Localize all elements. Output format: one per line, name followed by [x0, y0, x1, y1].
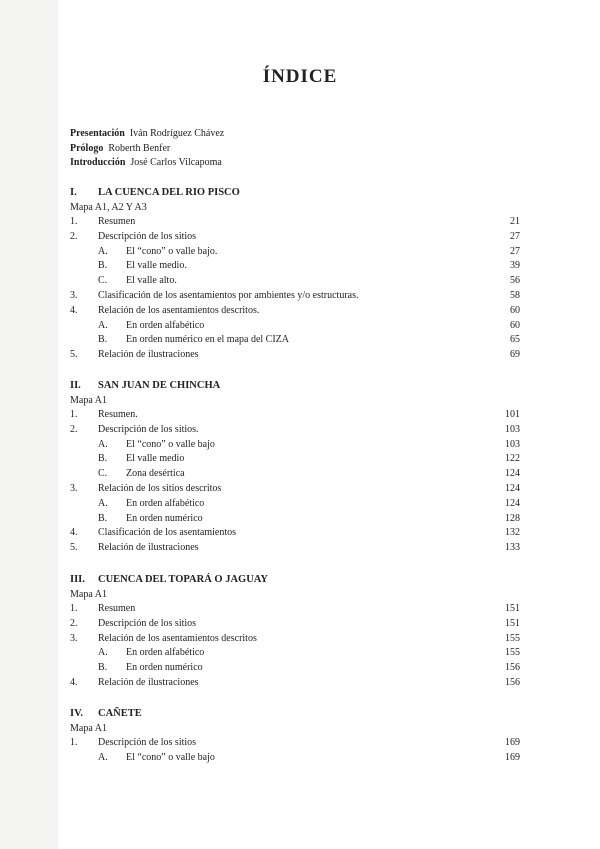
- entry-page-number: 133: [505, 542, 520, 554]
- entry-page-number: 21: [510, 216, 520, 227]
- entry-label: Resumen.: [98, 409, 138, 420]
- entry-page-number: 128: [505, 512, 520, 524]
- entry-label: En orden alfabético: [126, 319, 205, 331]
- entry-label: Clasificación de los asentamientos por ambientes y/o estructuras.: [98, 289, 359, 301]
- entry-page-number: 124: [505, 482, 520, 494]
- entry-label: En orden alfabético: [126, 497, 205, 509]
- entry-label: Zona desértica: [126, 468, 185, 480]
- toc-entry[interactable]: [70, 230, 520, 245]
- entry-number: B.: [98, 260, 108, 272]
- section-title: SAN JUAN DE CHINCHA: [98, 380, 221, 391]
- entry-page-number: 39: [510, 260, 520, 272]
- entry-number: 1.: [70, 409, 78, 420]
- toc-entry[interactable]: [70, 526, 520, 541]
- entry-number: 3.: [70, 632, 78, 644]
- toc-entry[interactable]: [70, 304, 520, 319]
- entry-label: El “cono” o valle bajo: [126, 751, 215, 763]
- toc-subentry[interactable]: [70, 646, 520, 661]
- toc-subentry[interactable]: [70, 333, 520, 348]
- section-map-reference: Mapa A1: [70, 589, 107, 600]
- entry-number: C.: [98, 468, 108, 480]
- entry-number: 3.: [70, 289, 78, 301]
- toc-subentry[interactable]: [70, 259, 520, 274]
- entry-page-number: 169: [505, 751, 520, 763]
- entry-page-number: 169: [505, 737, 520, 748]
- toc-section: [70, 185, 520, 363]
- front-matter: [70, 127, 224, 171]
- toc-section: [70, 378, 520, 556]
- entry-number: B.: [98, 453, 108, 465]
- toc-subentry[interactable]: [70, 245, 520, 260]
- toc-entry[interactable]: [70, 215, 520, 230]
- toc-entry[interactable]: [70, 736, 520, 751]
- entry-label: El “cono” o valle bajo: [126, 438, 215, 450]
- toc-entry[interactable]: [70, 423, 520, 438]
- front-matter-line: [70, 127, 224, 142]
- entry-page-number: 27: [510, 245, 520, 257]
- front-matter-role: Introducción: [70, 157, 126, 168]
- section-number: IV.: [70, 708, 83, 719]
- toc-entry[interactable]: [70, 289, 520, 304]
- toc-subentry[interactable]: [70, 661, 520, 676]
- entry-number: B.: [98, 512, 108, 524]
- section-heading: [70, 572, 520, 588]
- toc-subentry[interactable]: [70, 751, 520, 766]
- front-matter-author: José Carlos Vilcapoma: [130, 157, 222, 168]
- entry-label: Descripción de los sitios: [98, 230, 197, 242]
- front-matter-author: Iván Rodríguez Chávez: [129, 128, 225, 139]
- entry-page-number: 69: [510, 349, 520, 361]
- entry-number: 4.: [70, 676, 78, 688]
- entry-number: 3.: [70, 482, 78, 494]
- entry-number: A.: [98, 751, 108, 763]
- entry-number: 2.: [70, 423, 78, 435]
- entry-number: 1.: [70, 216, 78, 227]
- entry-page-number: 65: [510, 334, 520, 346]
- front-matter-role: Prólogo: [70, 142, 104, 154]
- entry-label: Resumen: [98, 216, 136, 227]
- entry-label: Relación de ilustraciones: [98, 542, 199, 554]
- entry-label: En orden numérico en el mapa del CIZA: [126, 334, 289, 346]
- entry-number: 4.: [70, 304, 78, 316]
- toc-entry[interactable]: [70, 602, 520, 617]
- page-title: ÍNDICE: [262, 66, 338, 87]
- section-number: II.: [70, 380, 81, 391]
- section-map-reference: Mapa A1: [70, 723, 107, 734]
- entry-page-number: 60: [510, 319, 520, 331]
- entry-label: Relación de ilustraciones: [98, 676, 199, 688]
- entry-number: C.: [98, 275, 108, 287]
- entry-label: Relación de los sitios descritos: [98, 482, 222, 494]
- entry-label: El “cono” o valle bajo.: [126, 245, 218, 257]
- entry-page-number: 101: [505, 409, 520, 420]
- entry-number: 2.: [70, 230, 78, 242]
- front-matter-role: Presentación: [70, 128, 125, 139]
- entry-page-number: 132: [505, 527, 520, 539]
- section-number: I.: [70, 187, 77, 198]
- toc-entry[interactable]: [70, 617, 520, 632]
- entry-label: Resumen: [98, 603, 136, 614]
- toc-entry[interactable]: [70, 676, 520, 691]
- section-title: CUENCA DEL TOPARÁ O JAGUAY: [98, 574, 268, 585]
- toc-subentry[interactable]: [70, 512, 520, 527]
- toc-subentry[interactable]: [70, 438, 520, 453]
- entry-page-number: 103: [505, 423, 520, 435]
- section-number: III.: [70, 574, 85, 585]
- entry-page-number: 60: [510, 304, 520, 316]
- section-map-reference: Mapa A1, A2 Y A3: [70, 202, 147, 213]
- toc-subentry[interactable]: [70, 319, 520, 334]
- entry-page-number: 124: [505, 468, 520, 480]
- toc-subentry[interactable]: [70, 452, 520, 467]
- toc-entry[interactable]: [70, 632, 520, 647]
- entry-page-number: 27: [510, 230, 520, 242]
- entry-label: Descripción de los sitios: [98, 737, 197, 748]
- section-map-reference: Mapa A1: [70, 395, 107, 406]
- front-matter-line: [70, 142, 224, 157]
- section-title: LA CUENCA DEL RIO PISCO: [98, 187, 240, 198]
- entry-page-number: 103: [505, 438, 520, 450]
- entry-label: Descripción de los sitios.: [98, 423, 199, 435]
- toc-section: [70, 706, 520, 766]
- section-title: CAÑETE: [98, 708, 142, 719]
- entry-number: 1.: [70, 737, 78, 748]
- entry-page-number: 156: [505, 662, 520, 674]
- entry-number: A.: [98, 245, 108, 257]
- entry-number: B.: [98, 334, 108, 346]
- entry-page-number: 124: [505, 497, 520, 509]
- entry-label: Descripción de los sitios: [98, 617, 197, 629]
- toc-subentry[interactable]: [70, 467, 520, 482]
- entry-label: Clasificación de los asentamientos: [98, 527, 237, 539]
- entry-number: 2.: [70, 617, 78, 629]
- section-heading: [70, 185, 520, 201]
- toc-subentry[interactable]: [70, 274, 520, 289]
- entry-number: 5.: [70, 349, 78, 361]
- entry-label: Relación de los asentamientos descritos: [98, 632, 257, 644]
- entry-page-number: 155: [505, 647, 520, 659]
- entry-page-number: 122: [505, 453, 520, 465]
- entry-number: 1.: [70, 603, 78, 614]
- entry-number: 4.: [70, 527, 78, 539]
- toc-entry[interactable]: [70, 482, 520, 497]
- entry-number: A.: [98, 497, 108, 509]
- entry-page-number: 151: [505, 603, 520, 614]
- entry-label: Relación de los asentamientos descritos.: [98, 304, 260, 316]
- entry-label: En orden alfabético: [126, 647, 205, 659]
- entry-label: En orden numérico: [126, 512, 203, 524]
- toc-entry[interactable]: [70, 541, 520, 556]
- entry-label: El valle medio: [126, 453, 185, 465]
- entry-label: En orden numérico: [126, 662, 203, 674]
- front-matter-line: [70, 156, 224, 171]
- entry-number: 5.: [70, 542, 78, 554]
- entry-label: El valle alto.: [126, 275, 177, 287]
- toc-entry[interactable]: [70, 408, 520, 423]
- entry-label: Relación de ilustraciones: [98, 349, 199, 361]
- entry-page-number: 155: [505, 632, 520, 644]
- entry-page-number: 56: [510, 275, 520, 287]
- section-heading: [70, 706, 520, 722]
- entry-page-number: 58: [510, 289, 520, 301]
- entry-page-number: 156: [505, 676, 520, 688]
- entry-label: El valle medio.: [126, 260, 187, 272]
- toc-entry[interactable]: [70, 348, 520, 363]
- entry-number: A.: [98, 438, 108, 450]
- section-heading: [70, 378, 520, 394]
- toc-section: [70, 572, 520, 691]
- entry-number: A.: [98, 319, 108, 331]
- front-matter-author: Roberth Benfer: [108, 142, 171, 154]
- entry-page-number: 151: [505, 617, 520, 629]
- toc-subentry[interactable]: [70, 497, 520, 512]
- entry-number: A.: [98, 647, 108, 659]
- entry-number: B.: [98, 662, 108, 674]
